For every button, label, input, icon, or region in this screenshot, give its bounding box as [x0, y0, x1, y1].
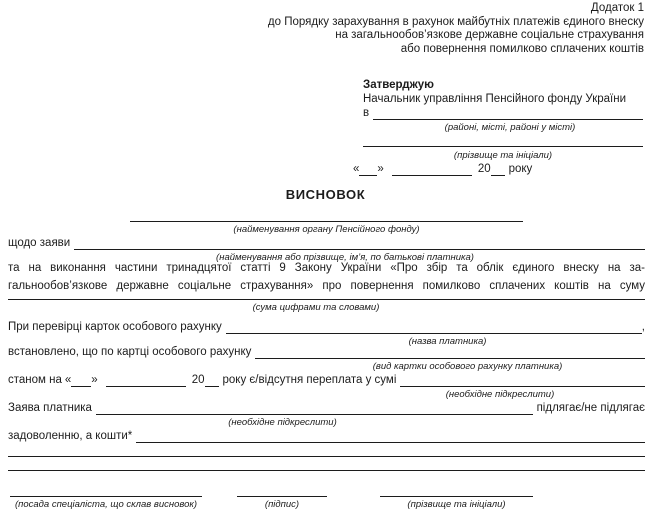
statement-row	[8, 237, 645, 250]
as-of-prefix: станом на	[8, 374, 62, 386]
approval-in-prefix: в	[363, 107, 370, 119]
statement-label: щодо заяви	[8, 237, 71, 249]
approval-location-row	[363, 107, 643, 120]
application-tail: підлягає/не підлягає	[536, 402, 645, 414]
as-of-tail: року є/відсутня переплата у сумі	[222, 374, 397, 386]
continuation-blank-line	[8, 456, 645, 457]
approval-year-prefix: 20	[477, 163, 491, 175]
as-of-month-blank	[106, 383, 186, 387]
underline-caption: (необхідне підкреслити)	[445, 389, 555, 400]
appendix-line: або повернення помилково сплачених коштів	[400, 42, 644, 55]
approval-year-suffix: року	[508, 163, 533, 175]
approval-location-caption: (районі, місті, районі у місті)	[444, 122, 576, 133]
body-paragraph	[8, 259, 645, 295]
approval-year-blank	[491, 172, 505, 176]
application-label: Заява платника	[8, 402, 92, 414]
card-caption: (вид картки особового рахунку платника)	[372, 361, 563, 372]
specialist-position-blank-line	[10, 496, 202, 497]
sum-blank-line	[8, 299, 645, 300]
card-row	[8, 346, 645, 359]
approval-position: Начальник управління Пенсійного фонду України	[363, 93, 627, 105]
overpayment-sum-blank-line	[400, 383, 645, 387]
approval-date-row	[353, 163, 532, 176]
as-of-date-row	[8, 374, 645, 387]
body-paragraph-line: гальнообов’язкове державне соціальне страхування» про повернення помилково сплачених коштів на суму	[8, 280, 645, 292]
quote-close: »	[91, 374, 98, 386]
as-of-year-prefix: 20	[191, 374, 205, 386]
quote-open: «	[353, 163, 360, 175]
approver-name-blank-line	[363, 146, 643, 147]
payer-title-blank-line	[226, 330, 642, 334]
payer-name-blank-line	[74, 246, 645, 250]
approval-heading: Затверджую	[363, 79, 434, 91]
appendix-line: до Порядку зарахування в рахунок майбутніх платежів єдиного внеску	[267, 15, 644, 28]
appendix-header	[268, 2, 644, 56]
approval-month-blank	[392, 172, 472, 176]
appendix-line: на загальнообов’язкове державне соціальне страхування	[335, 29, 644, 41]
body-paragraph-line: та на виконання частини тринадцятої статті 9 Закону України «Про збір та облік єдиного внеску на за-	[8, 262, 645, 274]
check-caption: (назва платника)	[408, 336, 487, 347]
application-blank-line	[96, 411, 533, 415]
statement-caption: (найменування або прізвище, ім’я, по батькові платника)	[216, 252, 474, 263]
approval-day-blank	[359, 172, 377, 176]
approver-name-caption: (прізвище та ініціали)	[453, 150, 553, 161]
check-label: При перевірці карток особового рахунку	[8, 321, 222, 333]
card-type-blank-line	[255, 355, 645, 359]
signature-name-caption: (прізвище та ініціали)	[407, 499, 506, 510]
as-of-day-blank	[71, 383, 91, 387]
signature-blank-line	[237, 496, 327, 497]
application-row	[8, 402, 645, 415]
page-title: ВИСНОВОК	[285, 187, 366, 202]
underline-caption: (необхідне підкреслити)	[228, 417, 337, 428]
signature-name-blank-line	[380, 496, 533, 497]
appendix-number: Додаток 1	[590, 2, 644, 14]
check-trailing-comma: ,	[641, 321, 645, 333]
sum-caption: (сума цифрами та словами)	[252, 302, 380, 313]
card-label: встановлено, що по картці особового рахунку	[8, 346, 252, 358]
quote-close: »	[377, 163, 384, 175]
approval-location-blank-line	[373, 116, 643, 120]
quote-open: «	[64, 374, 72, 386]
funds-label: задоволенню, а кошти*	[8, 430, 133, 442]
specialist-position-caption: (посада спеціаліста, що склав висновок)	[14, 499, 198, 510]
org-name-caption: (найменування органу Пенсійного фонду)	[233, 224, 420, 235]
continuation-blank-line	[8, 470, 645, 471]
funds-blank-line	[136, 439, 645, 443]
funds-row	[8, 430, 645, 443]
signature-caption: (підпис)	[264, 499, 300, 510]
org-name-blank-line	[130, 221, 523, 222]
as-of-year-blank	[205, 383, 219, 387]
check-row	[8, 321, 645, 334]
